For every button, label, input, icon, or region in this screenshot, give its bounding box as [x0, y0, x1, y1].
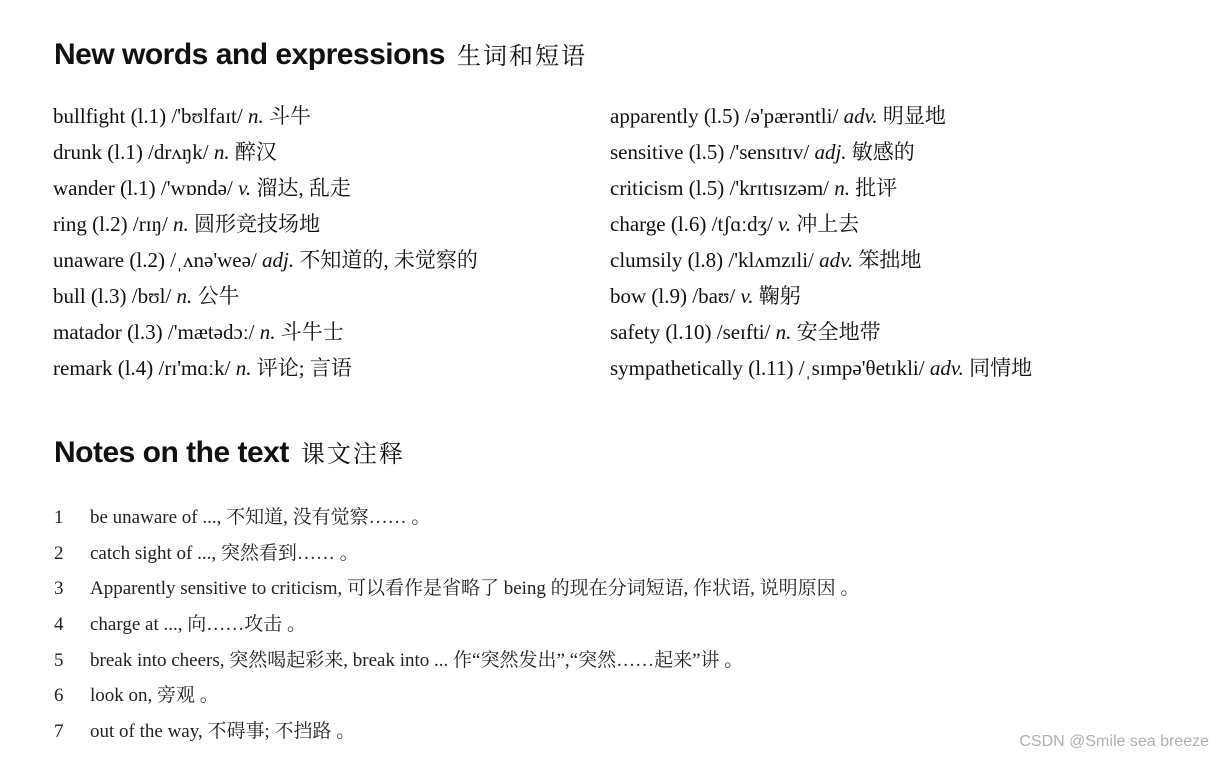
note-item — [54, 714, 859, 750]
vocab-entry — [53, 170, 478, 206]
vocab-meaning: 圆形竞技场地 — [194, 212, 321, 236]
vocab-entry — [53, 314, 478, 350]
vocab-part-of-speech: adj. — [814, 140, 847, 164]
vocab-part-of-speech: n. — [173, 212, 189, 236]
vocab-part-of-speech: n. — [775, 320, 792, 344]
note-item — [54, 678, 859, 714]
vocab-entry — [53, 242, 478, 278]
vocab-entry — [610, 170, 1032, 206]
vocab-phonetic: /'krɪtɪsɪzəm/ — [729, 176, 829, 200]
vocab-word: bullfight — [53, 104, 126, 128]
vocab-line-ref: (l.11) — [748, 356, 794, 380]
vocab-line-ref: (l.2) — [129, 248, 165, 272]
vocab-phonetic: /ə'pærəntli/ — [744, 104, 839, 128]
vocab-line-ref: (l.8) — [687, 248, 724, 272]
vocab-part-of-speech: v. — [778, 212, 792, 236]
vocab-line-ref: (l.1) — [130, 104, 167, 128]
vocab-word: apparently — [610, 104, 699, 128]
vocab-part-of-speech: adj. — [262, 248, 295, 272]
vocab-line-ref: (l.10) — [665, 320, 712, 344]
vocab-part-of-speech: adv. — [819, 248, 854, 272]
vocab-word: ring — [53, 212, 87, 236]
vocab-phonetic: /rɪŋ/ — [132, 212, 168, 236]
note-item — [54, 607, 859, 643]
vocab-meaning: 同情地 — [969, 356, 1033, 380]
vocab-phonetic: /tʃɑːdʒ/ — [711, 212, 773, 236]
vocab-phonetic: /seɪfti/ — [716, 320, 771, 344]
vocab-meaning: 安全地带 — [796, 320, 881, 344]
vocab-meaning: 醉汉 — [234, 140, 277, 164]
note-text: look on, 旁观 。 — [90, 685, 219, 707]
note-text: be unaware of ..., 不知道, 没有觉察…… 。 — [90, 507, 431, 528]
vocab-entry — [610, 98, 1032, 134]
vocab-word: sensitive — [610, 140, 684, 164]
vocab-meaning: 斗牛 — [268, 104, 311, 128]
vocab-line-ref: (l.4) — [117, 356, 154, 380]
vocab-word: sympathetically — [610, 356, 743, 380]
note-number: 5 — [54, 649, 64, 671]
vocab-line-ref: (l.1) — [107, 140, 143, 164]
note-text: break into cheers, 突然喝起彩来, break into ... 作“突然发出”,“突然……起来”讲 。 — [90, 649, 744, 671]
vocab-line-ref: (l.2) — [92, 212, 128, 236]
vocab-meaning: 评论; 言语 — [256, 356, 352, 380]
vocab-entry — [53, 278, 478, 314]
vocab-phonetic: /drʌŋk/ — [148, 140, 209, 164]
vocab-meaning: 笨拙地 — [858, 248, 922, 272]
note-number: 1 — [54, 507, 64, 528]
vocab-phonetic: /'wɒndə/ — [160, 176, 233, 200]
vocab-word: bow — [610, 284, 647, 308]
note-number: 4 — [54, 614, 64, 636]
vocab-entry — [610, 134, 1032, 170]
vocab-part-of-speech: n. — [176, 284, 193, 308]
vocab-part-of-speech: n. — [247, 104, 264, 128]
note-number: 3 — [54, 578, 64, 600]
vocab-word: criticism — [610, 176, 684, 200]
note-number: 7 — [54, 721, 64, 743]
vocab-title-en: New words and expressions — [54, 38, 445, 71]
vocab-word: safety — [610, 320, 661, 344]
note-text: Apparently sensitive to criticism, 可以看作是省略了 being 的现在分词短语, 作状语, 说明原因 。 — [90, 578, 860, 600]
vocab-section-title — [54, 36, 587, 72]
vocab-meaning: 冲上去 — [796, 212, 860, 236]
vocab-word: bull — [53, 284, 86, 308]
vocab-entry — [610, 242, 1032, 278]
vocab-part-of-speech: v. — [740, 284, 754, 308]
vocab-phonetic: /rɪ'mɑːk/ — [158, 356, 231, 380]
vocab-word: drunk — [53, 140, 102, 164]
vocab-line-ref: (l.3) — [90, 284, 127, 308]
notes-section-title — [54, 434, 405, 470]
vocab-meaning: 公牛 — [197, 284, 240, 308]
note-text: charge at ..., 向……攻击 。 — [90, 614, 306, 636]
vocab-line-ref: (l.1) — [120, 176, 156, 200]
vocab-entry — [610, 206, 1032, 242]
vocab-meaning: 不知道的, 未觉察的 — [299, 248, 478, 272]
vocab-meaning: 斗牛士 — [280, 320, 344, 344]
vocab-part-of-speech: n. — [834, 176, 850, 200]
vocab-meaning: 敏感的 — [851, 140, 915, 164]
vocab-entry — [53, 350, 478, 386]
vocab-meaning: 批评 — [855, 176, 898, 200]
vocab-meaning: 溜达, 乱走 — [256, 176, 351, 200]
vocab-phonetic: /'sensɪtɪv/ — [729, 140, 810, 164]
vocab-line-ref: (l.9) — [651, 284, 687, 308]
note-item — [54, 536, 859, 572]
vocab-phonetic: /ˌsɪmpə'θetɪkli/ — [798, 356, 925, 380]
vocab-part-of-speech: adv. — [843, 104, 878, 128]
note-number: 2 — [54, 542, 64, 564]
vocab-entry — [610, 314, 1032, 350]
vocab-phonetic: /'mætədɔː/ — [167, 320, 255, 344]
notes-list — [54, 500, 859, 750]
vocab-part-of-speech: adv. — [929, 356, 964, 380]
note-number: 6 — [54, 685, 64, 707]
vocab-entry — [610, 350, 1032, 386]
vocab-word: matador — [53, 320, 122, 344]
vocab-part-of-speech: n. — [259, 320, 276, 344]
notes-title-en: Notes on the text — [54, 436, 289, 469]
vocab-part-of-speech: n. — [213, 140, 230, 164]
vocab-part-of-speech: v. — [238, 176, 252, 200]
vocab-word: clumsily — [610, 248, 683, 272]
vocab-column-right — [610, 98, 1032, 386]
vocab-word: wander — [53, 176, 115, 200]
vocab-title-zh: 生词和短语 — [456, 42, 587, 70]
vocab-entry — [53, 134, 478, 170]
vocab-line-ref: (l.5) — [703, 104, 740, 128]
vocab-line-ref: (l.5) — [688, 140, 725, 164]
vocab-word: remark — [53, 356, 113, 380]
vocab-entry — [610, 278, 1032, 314]
vocab-meaning: 明显地 — [882, 104, 946, 128]
vocab-entry — [53, 206, 478, 242]
note-item — [54, 643, 859, 679]
watermark: CSDN @Smile sea breeze — [1019, 733, 1209, 750]
vocab-word: unaware — [53, 248, 125, 272]
note-text: catch sight of ..., 突然看到…… 。 — [90, 542, 359, 564]
note-item — [54, 500, 859, 536]
vocab-word: charge — [610, 212, 666, 236]
vocab-line-ref: (l.6) — [670, 212, 707, 236]
note-text: out of the way, 不碍事; 不挡路 。 — [90, 721, 356, 743]
vocab-meaning: 鞠躬 — [758, 284, 801, 308]
note-item — [54, 571, 859, 607]
vocab-phonetic: /'bʊlfaɪt/ — [171, 104, 243, 128]
notes-title-zh: 课文注释 — [300, 440, 405, 468]
vocab-phonetic: /bʊl/ — [131, 284, 172, 308]
vocab-phonetic: /baʊ/ — [692, 284, 736, 308]
vocab-entry — [53, 98, 478, 134]
vocab-column-left — [53, 98, 478, 386]
vocab-part-of-speech: n. — [235, 356, 252, 380]
vocab-phonetic: /'klʌmzɪli/ — [728, 248, 814, 272]
vocab-phonetic: /ˌʌnə'weə/ — [170, 248, 257, 272]
vocab-line-ref: (l.3) — [127, 320, 163, 344]
vocab-line-ref: (l.5) — [688, 176, 725, 200]
